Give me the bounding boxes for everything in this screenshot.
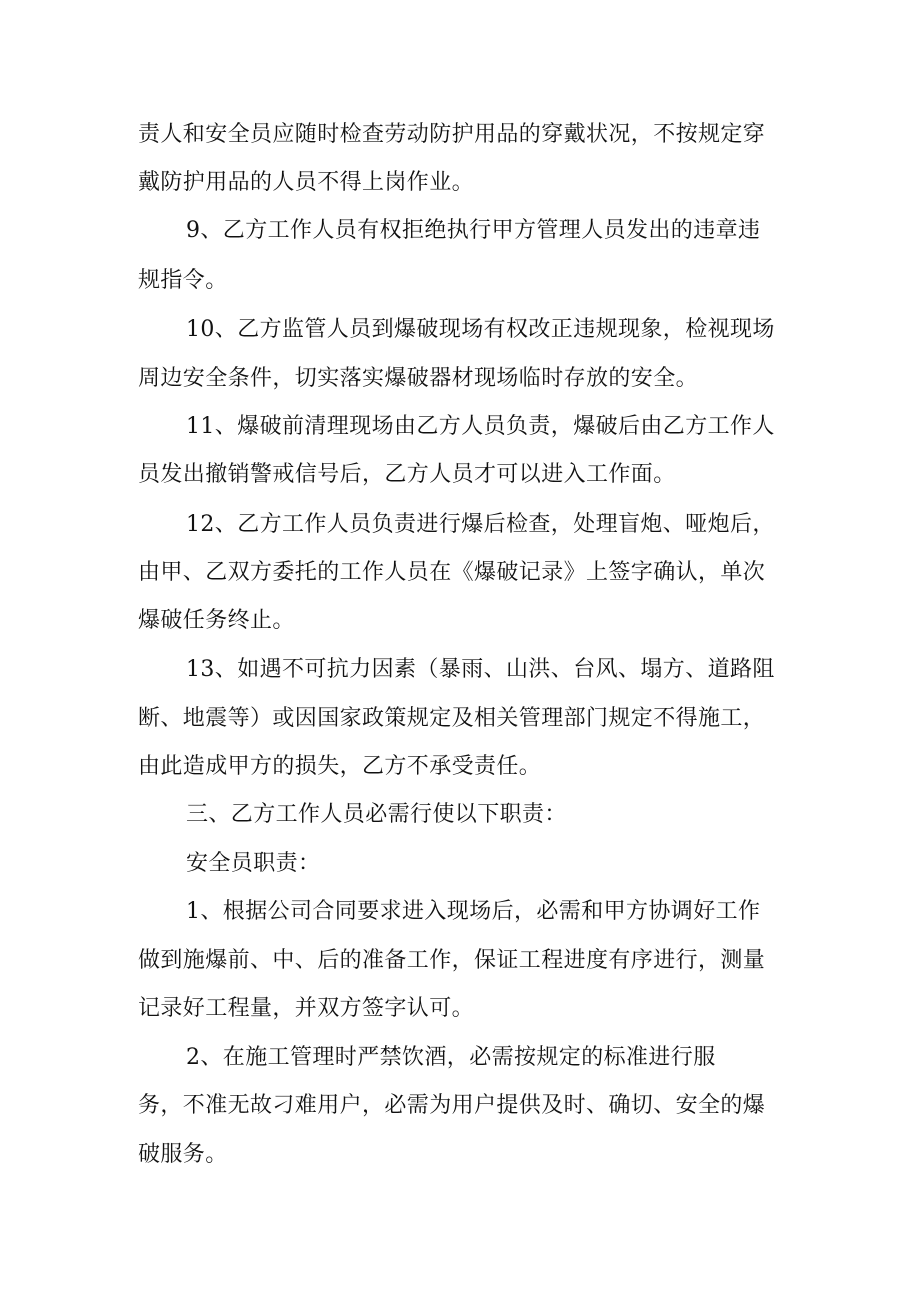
text-line: 记录好工程量，并双方签字认可。 bbox=[138, 996, 475, 1021]
text-line: 12、乙方工作人员负责进行爆后检查，处理盲炮、哑炮后， bbox=[186, 512, 775, 537]
text-line: 10、乙方监管人员到爆破现场有权改正违规现象，检视现场 bbox=[186, 317, 775, 342]
text-line: 爆破任务终止。 bbox=[138, 608, 295, 633]
text-line: 由此造成甲方的损失，乙方不承受责任。 bbox=[138, 754, 542, 779]
text-line: 员发出撤销警戒信号后，乙方人员才可以进入工作面。 bbox=[138, 462, 676, 487]
text-line: 务，不准无故刁难用户，必需为用户提供及时、确切、安全的爆 bbox=[138, 1093, 766, 1118]
subsection-heading: 安全员职责： bbox=[186, 851, 321, 876]
text-line: 断、地震等）或因国家政策规定及相关管理部门规定不得施工， bbox=[138, 706, 766, 731]
text-line: 戴防护用品的人员不得上岗作业。 bbox=[138, 170, 475, 195]
text-line: 由甲、乙双方委托的工作人员在《爆破记录》上签字确认，单次 bbox=[138, 560, 766, 585]
text-line: 破服务。 bbox=[138, 1142, 228, 1167]
text-line: 11、爆破前清理现场由乙方人员负责，爆破后由乙方工作人 bbox=[186, 414, 775, 439]
text-line: 责人和安全员应随时检查劳动防护用品的穿戴状况，不按规定穿 bbox=[138, 122, 766, 147]
text-line: 13、如遇不可抗力因素（暴雨、山洪、台风、塌方、道路阻 bbox=[186, 657, 775, 682]
section-heading: 三、乙方工作人员必需行使以下职责： bbox=[186, 802, 567, 827]
text-line: 1、根据公司合同要求进入现场后，必需和甲方协调好工作 bbox=[186, 899, 761, 924]
text-line: 9、乙方工作人员有权拒绝执行甲方管理人员发出的违章违 bbox=[186, 218, 761, 243]
text-line: 规指令。 bbox=[138, 268, 228, 293]
text-line: 2、在施工管理时严禁饮酒，必需按规定的标准进行服 bbox=[186, 1045, 716, 1070]
text-line: 周边安全条件，切实落实爆破器材现场临时存放的安全。 bbox=[138, 366, 699, 391]
text-line: 做到施爆前、中、后的准备工作，保证工程进度有序进行，测量 bbox=[138, 948, 766, 973]
